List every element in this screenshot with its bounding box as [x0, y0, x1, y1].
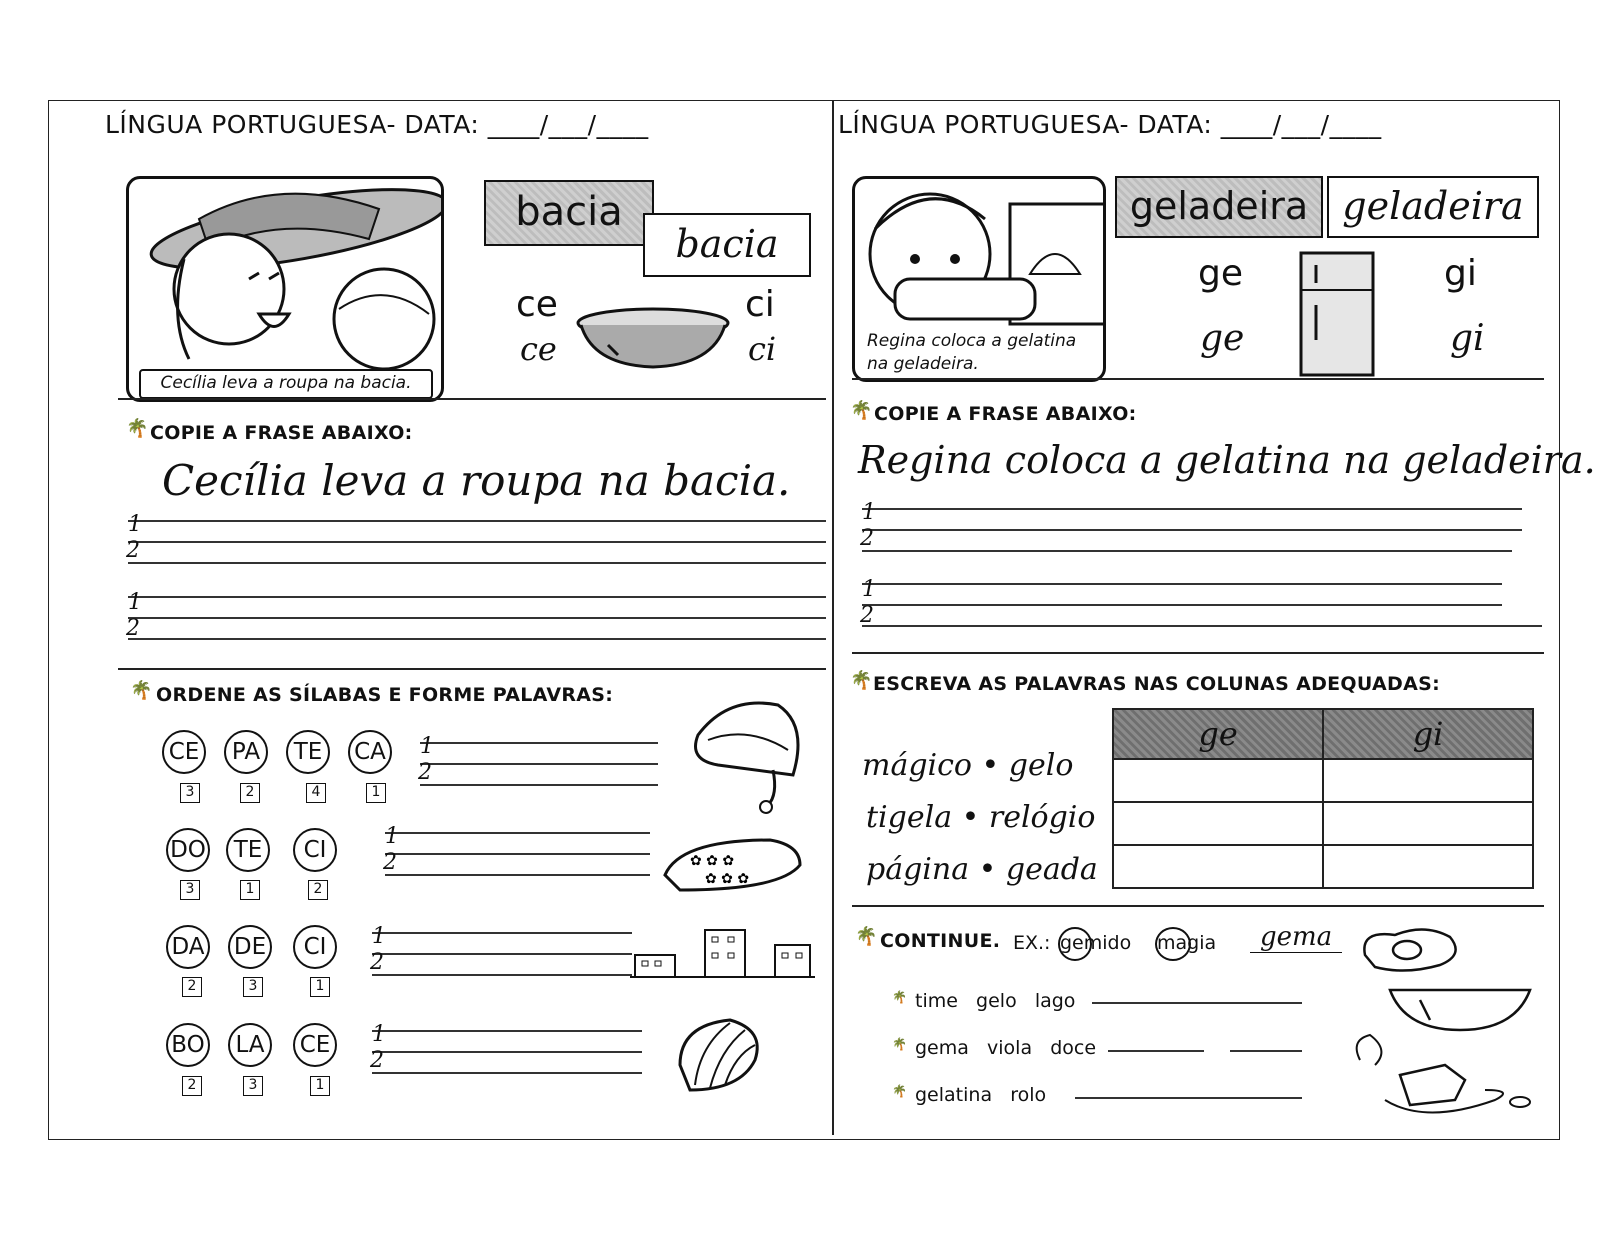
svg-text:✿ ✿ ✿: ✿ ✿ ✿ [690, 853, 735, 869]
line-mark-1: 1 [862, 500, 876, 525]
answer-cell[interactable] [1323, 802, 1533, 845]
fried-egg-icon [1355, 925, 1465, 975]
right-word-cursive-box [1327, 176, 1539, 238]
city-icon [630, 925, 815, 980]
writing-line [862, 583, 1502, 585]
cloth-icon [660, 835, 805, 895]
syllable-ci: ci [745, 284, 775, 325]
syllable-ce-cursive: ce [520, 330, 557, 368]
answer-line [385, 853, 650, 855]
continue-line-3: gelatina rolo [915, 1084, 1047, 1106]
left-copy-title: COPIE A FRASE ABAIXO: [150, 422, 413, 444]
writing-line [128, 638, 826, 640]
line-mark-2: 2 [860, 603, 874, 628]
left-illustration [126, 176, 444, 402]
answer-line [1075, 1097, 1302, 1099]
syllable-ci-cursive: ci [748, 330, 777, 368]
writing-line [862, 604, 1502, 606]
syllable-circle: DO [166, 828, 210, 872]
word-list-line: mágico • gelo [862, 748, 1074, 783]
answer-cell[interactable] [1323, 845, 1533, 888]
order-number: 1 [310, 1076, 330, 1096]
example-word-1: gemido [1060, 932, 1132, 954]
palm-tree-icon: 🌴 [892, 1084, 907, 1098]
order-number: 3 [180, 783, 200, 803]
answer-line [372, 953, 632, 955]
line-mark-1: 1 [128, 512, 142, 537]
order-number: 3 [243, 977, 263, 997]
line-mark-1: 1 [372, 924, 386, 949]
line-mark-2: 2 [126, 616, 140, 641]
right-word-print: geladeira [1129, 184, 1309, 228]
word-cursive-box [643, 213, 811, 277]
syllable-circle: CI [293, 828, 337, 872]
syllable-circle: BO [166, 1023, 210, 1067]
answer-line [385, 874, 650, 876]
writing-line [862, 529, 1522, 531]
word-cursive: bacia [675, 222, 779, 266]
answer-line [420, 763, 658, 765]
syllable-ce: ce [516, 284, 558, 325]
right-illustration [852, 176, 1106, 382]
order-number: 1 [366, 783, 386, 803]
order-number: 3 [180, 880, 200, 900]
columns-title: ESCREVA AS PALAVRAS NAS COLUNAS ADEQUADAS: [873, 673, 1440, 695]
answer-line [420, 784, 658, 786]
line-mark-1: 1 [128, 590, 142, 615]
line-mark-2: 2 [383, 850, 397, 875]
syllable-circle: DE [228, 925, 272, 969]
syllable-ge-cursive: ge [1200, 318, 1245, 359]
example-word-2: magia [1157, 932, 1217, 954]
continue-line-2: gema viola doce [915, 1037, 1097, 1059]
onion-icon [670, 1015, 770, 1095]
continue-line-1: time gelo lago [915, 990, 1076, 1012]
syllable-circle: CE [162, 730, 206, 774]
writing-line [128, 520, 826, 522]
right-caption-line1: Regina coloca a gelatina [867, 331, 1077, 351]
empty-bowl-icon [1385, 985, 1535, 1035]
syllable-circle: PA [224, 730, 268, 774]
right-copy-title: COPIE A FRASE ABAIXO: [874, 403, 1137, 425]
answer-cell[interactable] [1113, 845, 1323, 888]
line-mark-2: 2 [418, 760, 432, 785]
line-mark-1: 1 [372, 1022, 386, 1047]
palm-tree-icon: 🌴 [130, 680, 153, 701]
continue-title: CONTINUE. [880, 930, 1001, 952]
left-header: LÍNGUA PORTUGUESA- DATA: ____/___/____ [105, 110, 649, 139]
syllable-gi: gi [1444, 253, 1477, 294]
answer-line [372, 1051, 642, 1053]
line-mark-1: 1 [385, 824, 399, 849]
order-number: 4 [306, 783, 326, 803]
line-mark-2: 2 [370, 950, 384, 975]
answer-line [372, 932, 632, 934]
melting-butter-icon [1345, 1030, 1540, 1115]
writing-line [128, 541, 826, 543]
writing-line [128, 617, 826, 619]
answer-line [420, 742, 658, 744]
syllable-circle-mark [1058, 927, 1092, 961]
syllable-ge: ge [1198, 253, 1243, 294]
page-divider [832, 100, 834, 1135]
order-number: 2 [182, 977, 202, 997]
syllable-circle-mark [1155, 927, 1191, 961]
writing-line [128, 596, 826, 598]
word-list-line: página • geada [866, 852, 1098, 887]
answer-line [372, 974, 632, 976]
palm-tree-icon: 🌴 [850, 670, 873, 691]
word-print: bacia [515, 189, 623, 235]
continue-example-label: EX.: [1013, 932, 1051, 954]
right-copy-sentence: Regina coloca a gelatina na geladeira. [858, 438, 1596, 482]
cap-icon [688, 695, 813, 820]
answer-line [372, 1030, 642, 1032]
word-print-box [484, 180, 654, 246]
left-separator-1 [118, 398, 826, 400]
column-header-ge: ge [1113, 709, 1323, 759]
answer-line [1230, 1050, 1302, 1052]
left-illustration-caption: Cecília leva a roupa na bacia. [139, 369, 433, 399]
answer-cell[interactable] [1113, 759, 1323, 802]
line-mark-1: 1 [862, 577, 876, 602]
example-answer: gema [1250, 922, 1342, 953]
girl-with-gelatin-illustration [855, 179, 1106, 382]
right-word-cursive: geladeira [1342, 184, 1524, 228]
right-separator-2 [852, 652, 1544, 654]
right-separator-1 [852, 378, 1544, 380]
palm-tree-icon: 🌴 [126, 418, 149, 439]
answer-line [1108, 1050, 1204, 1052]
answer-cell[interactable] [1323, 759, 1533, 802]
writing-line [862, 550, 1512, 552]
writing-line [862, 625, 1542, 627]
column-header-gi: gi [1323, 709, 1533, 759]
line-mark-2: 2 [860, 526, 874, 551]
syllable-circle: LA [228, 1023, 272, 1067]
right-caption-line2: na geladeira. [867, 354, 979, 374]
order-number: 1 [240, 880, 260, 900]
answer-line [1092, 1002, 1302, 1004]
right-word-print-box [1115, 176, 1323, 238]
order-number: 2 [240, 783, 260, 803]
writing-line [128, 562, 826, 564]
left-copy-sentence: Cecília leva a roupa na bacia. [162, 456, 791, 505]
palm-tree-icon: 🌴 [855, 926, 878, 947]
syllable-circle: TE [286, 730, 330, 774]
right-header: LÍNGUA PORTUGUESA- DATA: ____/___/____ [838, 110, 1382, 139]
syllable-circle: CE [293, 1023, 337, 1067]
syllable-circle: CI [293, 925, 337, 969]
syllable-circle: CA [348, 730, 392, 774]
syllable-circle: TE [226, 828, 270, 872]
order-number: 2 [308, 880, 328, 900]
svg-text:✿ ✿ ✿: ✿ ✿ ✿ [705, 871, 750, 887]
word-list-line: tigela • relógio [866, 800, 1096, 835]
line-mark-2: 2 [370, 1048, 384, 1073]
palm-tree-icon: 🌴 [892, 1037, 907, 1051]
columns-table [1112, 708, 1534, 889]
writing-line [862, 508, 1522, 510]
syllable-circle: DA [166, 925, 210, 969]
order-number: 3 [243, 1076, 263, 1096]
order-title: ORDENE AS SÍLABAS E FORME PALAVRAS: [156, 684, 614, 706]
answer-line [372, 1072, 642, 1074]
palm-tree-icon: 🌴 [892, 990, 907, 1004]
line-mark-2: 2 [126, 538, 140, 563]
order-number: 2 [182, 1076, 202, 1096]
answer-cell[interactable] [1113, 802, 1323, 845]
bowl-icon [573, 305, 733, 375]
line-mark-1: 1 [420, 734, 434, 759]
right-separator-3 [852, 905, 1544, 907]
syllable-gi-cursive: gi [1450, 318, 1485, 359]
fridge-icon [1296, 250, 1381, 380]
answer-line [385, 832, 650, 834]
left-separator-2 [118, 668, 826, 670]
palm-tree-icon: 🌴 [850, 400, 873, 421]
order-number: 1 [310, 977, 330, 997]
